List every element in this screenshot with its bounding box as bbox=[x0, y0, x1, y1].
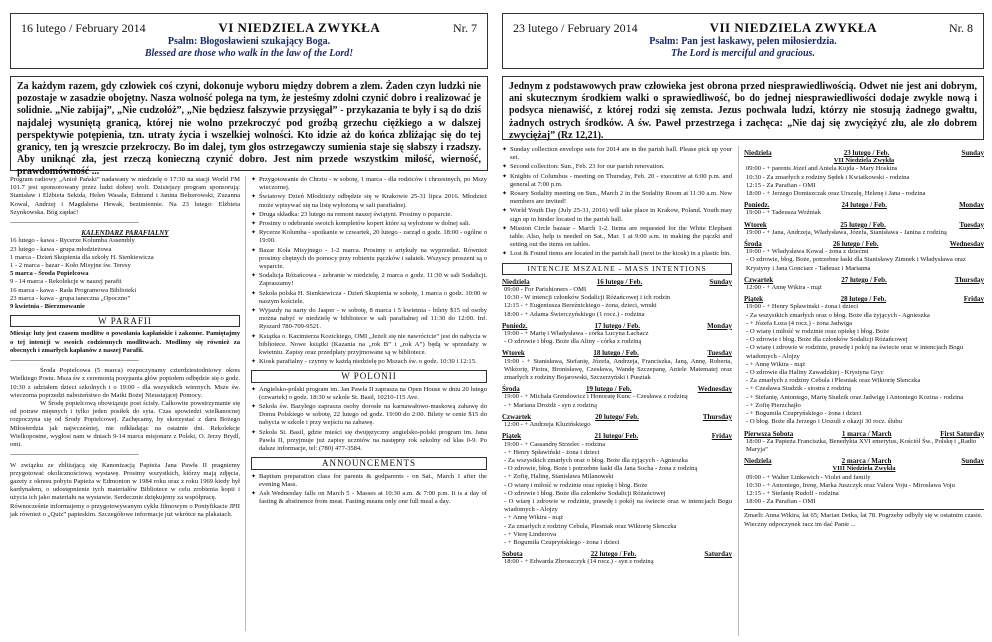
mass-day-date: 22 lutego / Feb. bbox=[590, 550, 637, 559]
mass-intention: 09:00 - + parents Józef and Aniela Kujda - Mary Hoskins bbox=[746, 165, 898, 173]
header-number: Nr. 7 bbox=[453, 21, 477, 35]
mass-intention: - O wiarę i miłość w rodzinie oraz opiekę i błog. Boże bbox=[504, 481, 648, 489]
mass-intention: 12:15 - Za Parafian - OMI bbox=[746, 181, 816, 189]
mass-day-en: Thursday bbox=[954, 275, 984, 284]
mass-day-date: 1 marca / March bbox=[841, 429, 892, 438]
mass-intention: - Za wszystkich zmarłych oraz o błog. Boże dla żyjących - Agnieszka bbox=[504, 456, 688, 464]
mass-day-en: Monday bbox=[959, 201, 984, 210]
notice-item: ✦ Druga składka: 23 lutego na remont naszej świątyni. Prosimy o poparcie. bbox=[251, 211, 487, 219]
section-announcements: ANNOUNCEMENTS bbox=[251, 457, 487, 469]
mass-day-sunday-title: VIII Niedziela Zwykła bbox=[832, 465, 896, 473]
mass-intention: 09:00 - For Parishioners - OMI bbox=[504, 286, 587, 294]
mass-intention: 19:00 - + Cassandrę Strzelec - rodzina bbox=[504, 440, 606, 448]
mass-day-date: 27 lutego / Feb. bbox=[841, 275, 887, 284]
notice-item: ✦ Szkoła polska H. Sienkiewicza - Dzień Skupienia w sobotę, 1 marca o godz. 10:00 w naszym kościele. bbox=[251, 290, 487, 306]
mass-day-date: 18 lutego / Feb. bbox=[593, 349, 639, 358]
mass-intention: - Za wszystkich zmarłych oraz o błog. Boże dla żyjących - Agnieszka bbox=[746, 311, 930, 319]
notice-item: ✦ Rycerze Kolumba - spotkanie w czwartek, 20 lutego - zarząd o godz. 18:00 - ogólne o 19:00. bbox=[251, 229, 487, 245]
obituary-note: Zmarli: Anna Wikira, lat 65; Marian Detka, lat 78. Pogrzeby odbyły się w ostatnim czasie. Wieczny odpoczynek racz im dać Panie ... bbox=[744, 509, 984, 528]
header-title: VI NIEDZIELA ZWYKŁA bbox=[218, 20, 381, 35]
mass-intention: 19:00 - + Stanisława, Stefanię, Józefa, Andrzeja, Franciszka, Janą, Annę, Roberta, Wiktorię, Piotra, Bronisławę, Czesława, Wandę Szczepanę, Aniele Matematej oraz zmarłych z rodziny Bojarowski, Szczerzyński i Pusztak bbox=[504, 357, 732, 382]
mass-intention: 18:00 - Za Parafian - OMI bbox=[746, 498, 816, 506]
mass-intention: - + Józefa Łoza (4 rocz.) - żona Jadwiga bbox=[746, 319, 853, 327]
mass-day-header bbox=[502, 385, 732, 393]
section-polonia: W POLONII bbox=[251, 370, 487, 382]
mass-day-en: Sunday bbox=[709, 277, 732, 286]
header-psalm-en: Blessed are those who walk in the law of the Lord! bbox=[144, 48, 354, 59]
mass-day-header bbox=[502, 278, 732, 286]
mass-intention: 19:00 - + Władysława Kowal - żona z dziećmi bbox=[746, 248, 869, 256]
mass-intention: - O zdrowie i błog. Boże dla członków Sodalicji Różańcowej bbox=[504, 489, 666, 497]
mass-intention: - O wiarę i miłość w rodzinie oraz opiekę i błog. Boże bbox=[746, 328, 890, 336]
mass-intention: 12:00 - + Andrzeja Kluzińskiego bbox=[504, 421, 591, 429]
mass-intention: 19:00 - + Marię i Władysława - córka Lucyna Łachacz bbox=[504, 330, 649, 338]
mass-day-en: Wednesday bbox=[949, 240, 984, 249]
parish-para-1: Miesiąc luty jest czasem modlitw o powołania kapłańskie i zakonne. Pamiętajmy o tej intencji w swoich codziennych modlitwach. Modlimy się również za obecnych i zmarłych kapłanów z naszej Parafii. bbox=[10, 330, 240, 354]
section-parish: W PARAFII bbox=[10, 315, 240, 327]
mass-day-en: Thursday bbox=[702, 412, 732, 421]
parish-para-3: W Środę popielcową obowiązuje post ścisły. Całkowite powstrzymanie się od potraw mięsnych i tylko jeden posiłek do syta. Czas spowiedzi wielkanocnej rozpoczyna się od Środy Popielcowej. Zachęcamy, by skorzystać z daru Bożego Miłosierdzia jak najwcześniej, nie odkładając na ostatnie dni. Rekolekcje Wielkopostne, wygłosi nam w dniach 9-14 marca misjonarz z Polski, O. Jerzy Brydl, omi. bbox=[10, 400, 240, 449]
mass-day-header bbox=[744, 430, 984, 438]
english-notices bbox=[502, 146, 732, 259]
mass-day-en: Saturday bbox=[704, 550, 732, 559]
mass-day-header bbox=[744, 276, 984, 284]
mass-intention: 19:00 - + Tadeusza Woźniak bbox=[746, 209, 821, 217]
notice-item: ✦ Second collection: Sun., Feb. 23 for our parish renovation. bbox=[502, 163, 732, 171]
mass-intention: - O zdrowie i błog. Boże dla członków Sodalicji Różańcowej bbox=[746, 336, 908, 344]
mass-intention: 09:00 - + Walter Linkewich - Violet and family bbox=[746, 473, 871, 481]
mass-intention: 18:00 - + Jerzego Domiszczak oraz Urszulę, Helenę i Jana - rodzina bbox=[746, 190, 926, 198]
mass-intention: - + Zofię, Halinę, Stanisława Milanowski bbox=[504, 473, 614, 481]
intro-reflection: Za każdym razem, gdy człowiek coś czyni, dokonuje wyboru między dobrem a złem. Żaden czyn ludzki nie pozostaje w zasadzie obojętny. Nasza wolność polega na tym, że jesteśmy zdolni czynić dobro i realizować je solidnie. „Nie zabijaj”, „Nie cudzołóż”, „Nie będziesz fałszywie przysięgał” - przykazania te były i są do dziś najdalej wysuniętą granicą, której nie wolno przekroczyć pod groźbą grzechu ciężkiego a w dalszej perspektywie potępienia, tzn. utraty życia i wszelkiej wolności. Kto idzie aż do końca zbliżając się do tej granicy, ten ją wreszcie przekroczy. Bo im dalej, tym głos ostrzegawczy sumienia staje się słabszy i rzadszy. Aby uniknąć zła, jest rzeczą konieczną czynić dobro. Jest nim przede wszystkim miłość, wierność, prawdomówność ... bbox=[10, 76, 488, 171]
mass-day-date: 28 lutego / Feb. bbox=[840, 295, 887, 304]
mass-day-en: Tuesday bbox=[959, 220, 984, 229]
mass-day-en: Monday bbox=[707, 321, 732, 330]
header-psalm: Psalm: Błogosławieni szukający Boga. bbox=[167, 36, 331, 47]
mass-day-date: 20 lutego/ Feb. bbox=[595, 412, 639, 421]
mass-day-name: Niedziela bbox=[502, 277, 530, 286]
calendar-item: 23 lutego - kawa - grupa młodzieżowa bbox=[10, 245, 112, 253]
mass-day-en: Sunday bbox=[961, 149, 984, 157]
mass-intention: - O wiarę i zdrowie w rodzinie, prawdę i pokój na świecie oraz w intencjach Bogu wiadomych - Alojzy bbox=[504, 497, 732, 514]
mass-intention: 12:15 - + Stefanię Rudolf - rodzina bbox=[746, 489, 839, 497]
mass-day-header bbox=[502, 550, 732, 558]
mass-day-name: Poniedz. bbox=[744, 201, 770, 210]
mass-day-header bbox=[502, 413, 732, 421]
mass-intention: - O zdrowie i błog. Boże dla Aliny - córka z rodziną bbox=[504, 338, 642, 346]
header-date: 16 lutego / February 2014 bbox=[21, 21, 146, 35]
mass-intention: - Za zmarłych z rodziny Cebula, Plesniak oraz Wiktorię Slenczka bbox=[504, 522, 677, 530]
calendar-item: 16 marca - kawa - Rada Programowa Biblioteki bbox=[10, 286, 137, 294]
parish-para-4: W związku ze zbliżającą się Kanonizacją Papieża Jana Pawła II pragniemy przygotować okolicznościową wystawę. Prosimy wszystkich, którzy mają zdjęcia, gazety z okresu pobytu Papieża w Edmonton w 1984 roku oraz z roku 1969 kiedy był kardynałem, o udostępnienie tych materiałów Bibliotece w celu zrobienia kopii i użycia ich jako materiału na wystawie. Serdecznie dziękujemy za współpracę. bbox=[10, 461, 240, 502]
mass-intention: - + Zofię Pierzchajło bbox=[746, 401, 801, 409]
mass-day-name: Piątek bbox=[744, 295, 764, 304]
mass-intention: 19:00 - + Jana, Andrzeja, Władysława, Józefa, Stanisława - Janina z rodziną bbox=[746, 228, 947, 236]
mass-day-date: 24 lutego / Feb. bbox=[841, 201, 888, 210]
right-column-1 bbox=[502, 146, 732, 638]
mass-day-date: 17 lutego / Feb. bbox=[594, 321, 641, 330]
notice-item: ✦ Prosimy o odebranie swoich kompletów kopert które są wyłożone w dolnej sali. bbox=[251, 220, 487, 228]
mass-day-header bbox=[744, 201, 984, 209]
calendar-item: 9 - 14 marca - Rekolekcje w naszej parafii bbox=[10, 278, 122, 286]
mass-intention: - O zdrowie, błog. Boże i potrzebne łaski dla Jana Socha - żona z rodziną bbox=[504, 465, 698, 473]
polonia-notices bbox=[251, 386, 487, 454]
mass-intention: - O zdrowie, błog. Boże, potrzebne łaski dla Stanisławy Zimnek i Władysława oraz Krystyny i Jana Gonciarz - Tadeusz i Marianna bbox=[746, 256, 966, 272]
calendar-item: 5 marca - Środa Popielcowa bbox=[10, 270, 89, 278]
mass-day-header bbox=[744, 149, 984, 157]
notice-item: ✦ Angielsko-polski program im. Jan Pawła II zaprasza na Open House w dniu 20 lutego (czwartek) o godz. 18:30 w szkole St. Basil, 10210-115 Ave. bbox=[251, 386, 487, 402]
calendar-item: 23 marca - kawa - grupa taneczna „Opoczno” bbox=[10, 294, 131, 302]
notice-item: ✦ Knights of Columbus - meeting on Thursday, Feb. 20 - executive at 6:00 p.m. and general at 7:00 p.m. bbox=[502, 173, 732, 189]
mass-day-en: Friday bbox=[711, 432, 732, 441]
mass-intention: 12:00 - + Annę Wikira - mąż bbox=[746, 284, 822, 292]
mass-day-header bbox=[502, 432, 732, 440]
mass-day-date: 16 lutego / Feb. bbox=[596, 277, 643, 286]
mass-day-en: Wednesday bbox=[697, 385, 732, 394]
mass-intention: - Za zmarłych z rodziny Cebula i Plesniak oraz Wiktorię Slenczka bbox=[746, 377, 921, 385]
mass-day-en: Friday bbox=[963, 295, 984, 304]
mass-intention: - + Czesława Siudzik - siostra z rodziną bbox=[746, 385, 851, 393]
mass-intention: 10:30 - W intencji członków Sodalicji Różańcowej i ich rodzin bbox=[504, 294, 671, 302]
header-date: 23 lutego / February 2014 bbox=[513, 21, 638, 35]
radio-sponsors: Program radiowy „Anioł Pański” nadawany w niedzielę o 17:30 na stacji World FM 101.7 jest sponsorowany przez ludzi dobrej woli. Dzisiejszy program sponsorują: Stanisław i Elżbieta Sekida, Helen Wasała, Edmund i Janina Bełzerowski, Zuzanna Kowal, Andrzej i Magdalena Hewak, bezimiennie. Na 23 lutego: Elżbieta Szynkowska. Bóg zapłać! bbox=[10, 176, 240, 216]
left-column-2 bbox=[251, 176, 487, 636]
mass-day-date: 19 lutego / Feb. bbox=[586, 385, 632, 394]
notice-item: ✦ Szkoła św. Bazylego zaprasza osoby dorosłe na karnawałowo-maskową zabawę do Domu Polskiego w sobotę, 22 lutego od godz. 19:00 do 2:00. Bilety w cenie $15 do nabycia w szkole i przy wejściu na zabawę. bbox=[251, 403, 487, 428]
mass-intention: 19:00 - + Michała Grendowicz i Honoratę Kunc - Czesława z rodziną bbox=[504, 393, 688, 401]
mass-intention: - + Annę Wikira - mąż bbox=[504, 514, 564, 522]
mass-day-header bbox=[744, 457, 984, 465]
right-column-2 bbox=[744, 146, 984, 638]
header-psalm: Psalm: Pan jest łaskawy, pełen miłosierdzia. bbox=[649, 36, 837, 47]
mass-day-date: 25 lutego / Feb. bbox=[840, 220, 886, 229]
notice-item: ✦ Ash Wednesday falls on March 5 - Masses at 10:30 a.m. & 7:00 p.m. It is a day of fasting & abstinence from meat. Fasting means only one full meal a day. bbox=[251, 490, 487, 506]
mass-day-header bbox=[502, 349, 732, 357]
mass-day-en: Tuesday bbox=[707, 349, 732, 358]
parish-notices bbox=[251, 176, 487, 366]
mass-intention: - O zdrowie dla Haliny Zawadzkiej - Krystyna Gryc bbox=[746, 369, 884, 377]
calendar-list bbox=[10, 237, 240, 311]
mass-day-name: Niedziela bbox=[744, 149, 772, 157]
mass-day-date: 21 lutego/ Feb. bbox=[594, 432, 639, 441]
mass-day-name: Niedziela bbox=[744, 457, 772, 466]
header-right bbox=[502, 13, 984, 69]
notice-item: ✦ Przygotowanie do Chrztu - w sobotę, 1 marca - dla rodziców i chrzestnych, po Mszy wieczornej. bbox=[251, 176, 487, 192]
calendar-title: KALENDARZ PARAFIALNY bbox=[81, 229, 169, 238]
calendar-item: 1 marca - Dzień Skupienia dla szkoły H. Sienkiewicza bbox=[10, 253, 154, 261]
mass-day-name: Poniedz. bbox=[502, 321, 528, 330]
bulletin-page-right bbox=[500, 0, 992, 642]
notice-item: ✦ Szkoła St. Basil, gdzie mieści się dwujęzyczny angielsko-polski program im. Jana Pawła II, przyjmuje już zapisy uczniów na następny rok szkolny od klas 0-9. Po dalsze informacje, tel: (780) 477-3584. bbox=[251, 429, 487, 454]
mass-intention: 10:30 - Za zmarłych z rodziny Sędek i Kwiatkowski - rodzina bbox=[746, 173, 910, 181]
notice-item: ✦ Bazar Koła Misyjnego - 1-2 marca. Prosimy o artykuły na wyprzedaż. Również prosimy chętnych do pomocy przy robieniu pączków i sałatek. Wszyscy proszeni są o wsparcie. bbox=[251, 247, 487, 272]
calendar-item: 1 - 2 marca - bazar - Koło Misyjne św. Teresy bbox=[10, 262, 131, 270]
mass-intention: - + Annę Wikira - mąż bbox=[746, 360, 806, 368]
mass-intention: - + Henry Spławiński - żona i dzieci bbox=[504, 448, 600, 456]
section-mass-intentions: INTENCJE MSZALNE - MASS INTENTIONS bbox=[502, 263, 732, 275]
notice-item: ✦ Baptism preparation class for parents & godparents - on Sat., March 1 after the evening Mass. bbox=[251, 473, 487, 489]
notice-item: ✦ Sodalicja Różańcowa - zebranie w niedzielę, 2 marca o godz. 11:30 w sali Sodalicji. Zapraszamy! bbox=[251, 272, 487, 288]
notice-item: ✦ Mission Circle bazaar - March 1-2. Items are requested for the White Elephant table. Also, help is needed on Sat., Mar. 1 at 9:00 a.m. in making the pączki and setting out the items on tables. bbox=[502, 225, 732, 250]
mass-intention: - + Mariana Drożdż - syn z rodziną bbox=[504, 401, 597, 409]
mass-day-name: Czwartek bbox=[744, 275, 774, 284]
mass-day-name: Środa bbox=[744, 240, 762, 249]
mass-intention: - + Bogumiła Czupryńskiego - żona i dzieci bbox=[746, 410, 862, 418]
mass-day-header bbox=[744, 221, 984, 229]
mass-day-header bbox=[744, 240, 984, 248]
mass-intention: 10:30 - + Antoniego, Irenę, Marka Juszczyk oraz Valera Voju - Mirosława Voju bbox=[746, 481, 955, 489]
mass-intentions-week-1 bbox=[502, 278, 732, 567]
parish-para-2: Środa Popielcowa (5 marca) rozpoczynamy czterdziestodniowy okres Wielkiego Postu. Msza św z ceremonią posypania głów popiołem odbędzie się o godz. 10:30 z udziałem dzieci szkolnych i o 19:00 - dla wszystkich wiernych. Msze św. wieczorna poprzedzi nabożeństwo do Matki Bożej Nieustającej Pomocy. bbox=[10, 367, 240, 399]
mass-intention: 18:00 - Za Papieża Franciszka, Benedykta XVI emerytus, Kościół Św., Polskę i „Radio Maryja” bbox=[746, 437, 977, 453]
mass-intention: - O wiarę i zdrowie w rodzinie, prawdę i pokój na świecie oraz w intencjach Bogu wiadomych - Alojzy bbox=[746, 344, 964, 360]
header-psalm-en: The Lord is merciful and gracious. bbox=[671, 48, 815, 59]
notice-item: ✦ World Youth Day (July 25-31, 2016) will take place in Krakow, Poland. Youth may sign up in binder located in the parish hall. bbox=[502, 207, 732, 223]
calendar-item: 9 kwietnia - Bierzmowanie bbox=[10, 303, 85, 311]
mass-day-date: 26 lutego / Feb. bbox=[833, 240, 879, 249]
mass-intention: - + Vierę Linderova bbox=[504, 530, 557, 538]
mass-day-name: Pierwsza Sobota bbox=[744, 429, 794, 438]
mass-intention: - + Stefanię, Antoniego, Marię Siudzik oraz Jadwigę i Antoniego Kozina - rodzina bbox=[746, 393, 964, 401]
mass-intention: - O błog. Boże dla Jerzego i Urszuli z okazji 30 rocz. ślubu bbox=[746, 418, 903, 426]
notice-item: ✦ Wyjazdy na narty do Jasper - w sobotę, 8 marca i 5 kwietnia - bilety $15 od osoby można nabyć w niedzielę w bibliotece w sali parafialnej od 11:30 do 12:00. Inf. Ryszard 780-709-9521. bbox=[251, 307, 487, 332]
calendar-item: 16 lutego - kawa - Rycerze Kolumba Assembly bbox=[10, 237, 135, 245]
notice-item: ✦ Książka o. Kazimierza Kozickiego, OMI „Jeżeli się nie nawrócicie” jest do nabycia w bibliotece. Nowe książki (Kazania na „rok B” i „rok A”) będą w sprzedaży w kwietniu. Zapisy oraz przedpłaty przyjmowane są w bibliotece. bbox=[251, 333, 487, 358]
mass-day-name: Wtorek bbox=[502, 349, 525, 358]
mass-day-date: 23 lutego / Feb. bbox=[843, 149, 890, 157]
mass-day-name: Środa bbox=[502, 385, 520, 394]
parish-para-5: Równocześnie informujemy o przygotowywanym cyklu filmowym o Pontyfikacie JPII jak również o „Quiz” papieskim. Szczegółowe informacje już wkrótce na plakatach. bbox=[10, 502, 240, 518]
mass-intentions-week-2 bbox=[744, 149, 984, 506]
notice-item: ✦ Rosary Sodality meeting on Sun., March 2 in the Sodality Room at 11:30 a.m. New members are invited! bbox=[502, 190, 732, 206]
left-column-1: Program radiowy „Anioł Pański” nadawany w niedzielę o 17:30 na stacji World FM 101.7 jest sponsorowany przez ludzi dobrej woli. Dzisiejszy program sponsorują: Stanisław i Elżbieta Sekida, Helen Wasała, Edmund i Janina Bełzerowski, Zuzanna Kowal, Andrzej i Magdalena Hewak, bezimiennie. Na 23 lutego: Elżbieta Szynkowska. Bóg zapłać! ----------------------------------------------------------------------------------------------------------- KALENDARZ PARAFIALNY 16 lutego - kawa - Rycerze Kolumba Assembly 23 lutego - kawa - grupa młodzieżowa 1 marca - Dzień Skupienia dla szkoły H. Sienkiewicza 1 - 2 marca - bazar - Koło Misyjne św. Teresy 5 marca - Środa Popielcowa 9 - 14 marca - Rekolekcje w naszej parafii 16 marca - kawa - Rada Programowa Biblioteki 23 marca - kawa - grupa taneczna „Opoczno” 9 kwietnia - Bierzmowanie W PARAFII Miesiąc luty jest czasem modlitw o powołania kapłańskie i zakonne. Pamiętajmy o tej intencji w swoich codziennych modlitwach. Modlimy się również za obecnych i zmarłych kapłanów z naszej Parafii. ----------------------------------------------------------------------------------------------------------- Środa Popielcowa (5 marca) rozpoczynamy czterdziestodniowy okres Wielkiego Postu. Msza św z ceremonią posypania głów popiołem odbędzie się o godz. 10:30 z udziałem dzieci szkolnych i o 19:00 - dla wszystkich wiernych. Msze św. wieczorna poprzedzi nabożeństwo do Matki Bożej Nieustającej Pomocy. W Środę popielcową obowiązuje post ścisły. Całkowite powstrzymanie się od potraw mięsnych i tylko jeden posiłek do syta. Czas spowiedzi wielkanocnej rozpoczyna się od Środy Popielcowej. Zachęcamy, by skorzystać z daru Bożego Miłosierdzia jak najwcześniej, nie odkładając na ostatnie dni. Rekolekcje Wielkopostne, wygłosi nam w dniach 9-14 marca misjonarz z Polski, O. Jerzy Brydl, omi. ----------------------------------------------------------------------------------------------------------- W związku ze zbliżającą się Kanonizacją Papieża Jana Pawła II pragniemy przygotować okolicznościową wystawę. Prosimy wszystkich, którzy mają zdjęcia, gazety z okresu pobytu Papieża w Edmonton w 1984 roku oraz z roku 1969 kiedy był kardynałem, o udostępnienie tych materiałów Bibliotece w celu zrobienia kopii i użycia ich jako materiału na wystawie. Serdecznie dziękujemy za współpracę. Równocześnie informujemy o przygotowywanym cyklu filmowym o Pontyfikacie JPII jak również o „Quiz” papieskim. Szczegółowe informacje już wkrótce na plakatach. bbox=[10, 176, 240, 518]
mass-day-en: Sunday bbox=[961, 457, 984, 466]
notice-item: ✦ Sunday collection envelope sets for 2014 are in the parish hall. Please pick up your set. bbox=[502, 146, 732, 162]
header-number: Nr. 8 bbox=[949, 21, 973, 35]
mass-day-name: Wtorek bbox=[744, 220, 767, 229]
mass-day-sunday-title: VII Niedziela Zwykła bbox=[833, 157, 895, 165]
intro-reflection: Jednym z podstawowych praw człowieka jest obrona przed niesprawiedliwością. Odwet nie jest ani dobrym, ani skutecznym środkiem walki o sprawiedliwość, bo do jednej niesprawiedliwości dodaje zwykle nową i podsyca nienawiść, z której rodzi się zemsta. Jezus pochwala ludzi, którzy nie stosują żadnego gwałtu, żadnych ostrych środków. A św. Paweł przestrzega i zachęca: „Nie daj się zwyciężyć złu, ale zło dobrem zwyciężaj” (Rz 12,21). bbox=[502, 76, 984, 140]
mass-day-en: First Saturday bbox=[940, 429, 984, 438]
header-title: VII NIEDZIELA ZWYKŁA bbox=[709, 20, 878, 35]
mass-intention: 12:15 - + Eugeniusza Bereźnickiego - żona, dzieci, wnuki bbox=[504, 302, 657, 310]
mass-day-header bbox=[744, 295, 984, 303]
mass-day-name: Sobota bbox=[502, 550, 523, 559]
mass-intention: 18:00 - + Edwarda Zbroszczyk (14 rocz.) - syn z rodziną bbox=[504, 558, 654, 566]
mass-day-name: Czwartek bbox=[502, 412, 532, 421]
mass-day-header bbox=[502, 322, 732, 330]
mass-day-name: Piątek bbox=[502, 432, 522, 441]
notice-item: ✦ Lost & Found items are located in the parish hall (next to the kiosk) in a plastic bin. bbox=[502, 250, 732, 258]
announcements-list bbox=[251, 473, 487, 507]
mass-intention: 18:00 - + Adama Świerczyńskiego (1 rocz.) - rodzina bbox=[504, 310, 645, 318]
mass-intention: - + Bogumiła Czupryńskiego - żona i dzieci bbox=[504, 538, 620, 546]
header-left bbox=[10, 13, 488, 69]
notice-item: ✦ Kiosk parafialny - czynny w każdą niedzielę po Mszach św. o godz. 10:30 i 12:15. bbox=[251, 358, 487, 366]
notice-item: ✦ Światowy Dzień Młodzieży odbędzie się w Krakowie 25-31 lipca 2016. Młodzież może wpisywać się na listę wyłożoną w sali parafialnej. bbox=[251, 193, 487, 209]
mass-day-date: 2 marca / March bbox=[841, 457, 892, 466]
mass-intention: 19:00 - + Henry Spławinski - żona i dzieci bbox=[746, 303, 859, 311]
